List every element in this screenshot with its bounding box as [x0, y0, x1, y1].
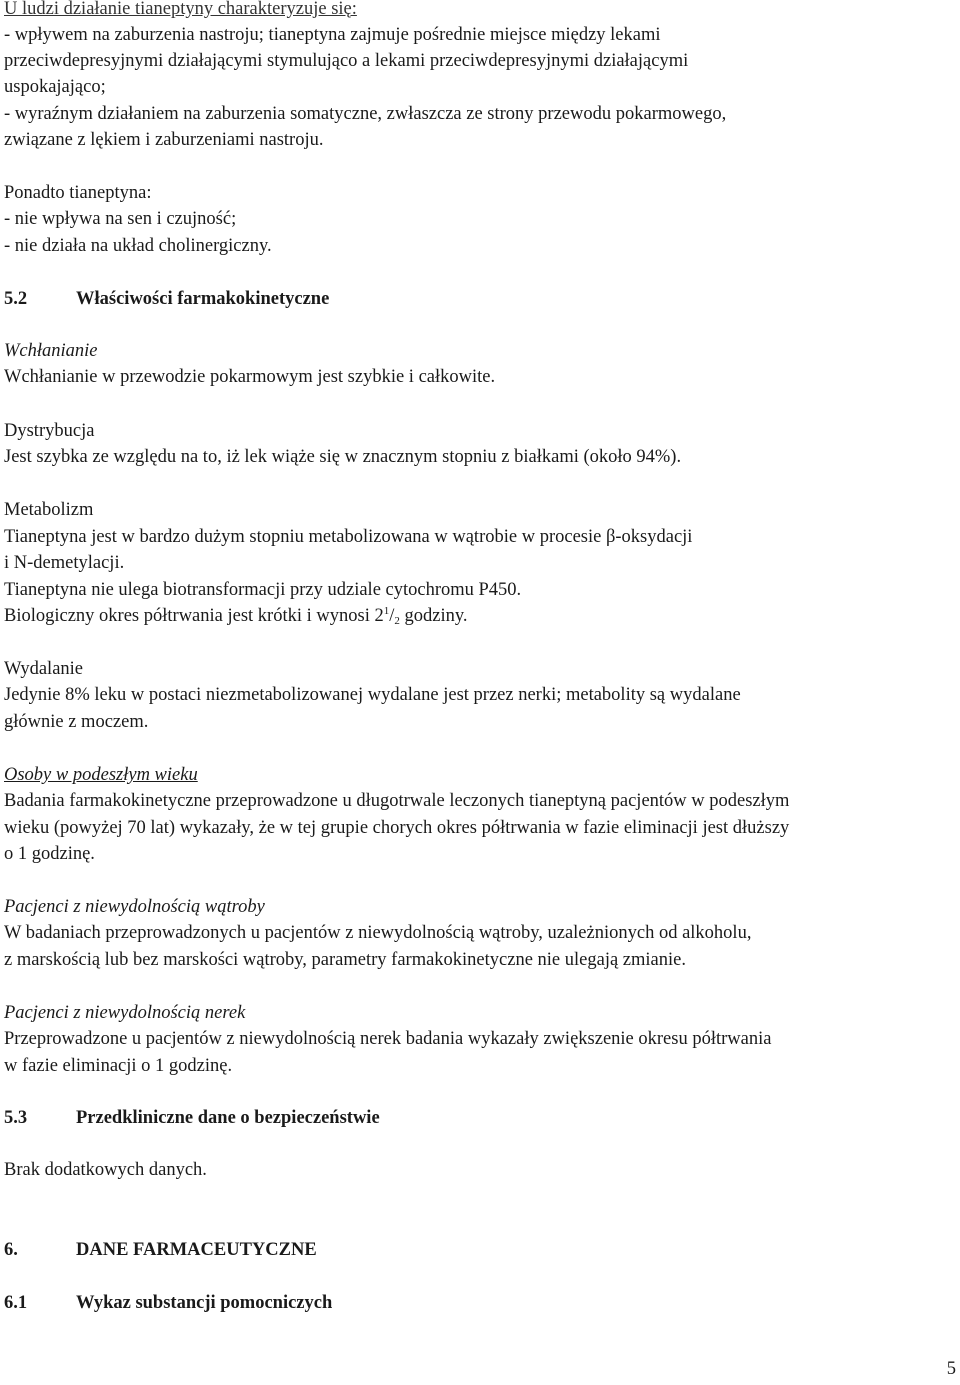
half-life-prefix: Biologiczny okres półtrwania jest krótki i wynosi 2 [4, 606, 384, 626]
half-life-fraction-slash: / [389, 606, 395, 626]
excretion-line-1: Jedynie 8% leku w postaci niezmetabolizowanej wydalane jest przez nerki; metabolity są wydalane [4, 685, 741, 705]
section-6-1-title: Wykaz substancji pomocniczych [76, 1293, 333, 1313]
intro-line-4: - wyraźnym działaniem na zaburzenia somatyczne, zwłaszcza ze strony przewodu pokarmowego, [4, 104, 727, 124]
renal-line-1: Przeprowadzone u pacjentów z niewydolnością nerek badania wykazały zwiększenie okresu półtrwania [4, 1029, 772, 1049]
metabolism-heading: Metabolizm [4, 500, 94, 520]
metabolism-line-3: Tianeptyna nie ulega biotransformacji przy udziale cytochromu P450. [4, 580, 522, 600]
hepatic-line-2: z marskością lub bez marskości wątroby, parametry farmakokinetyczne nie ulegają zmianie. [4, 950, 686, 970]
half-life-fraction-denominator: 2 [394, 615, 400, 627]
intro-line-1: - wpływem na zaburzenia nastroju; tianeptyna zajmuje pośrednie miejsce między lekami [4, 25, 661, 45]
elderly-line-1: Badania farmakokinetyczne przeprowadzone u długotrwale leczonych tianeptyną pacjentów w podeszłym [4, 791, 790, 811]
absorption-text: Wchłanianie w przewodzie pokarmowym jest szybkie i całkowite. [4, 367, 496, 387]
section-6-1-number: 6.1 [4, 1293, 28, 1313]
intro-heading: U ludzi działanie tianeptyny charakteryzuje się: [4, 0, 357, 19]
excretion-line-2: głównie z moczem. [4, 712, 149, 732]
elderly-line-2: wieku (powyżej 70 lat) wykazały, że w tej grupie chorych okres półtrwania w fazie eliminacji jest dłuższy [4, 818, 790, 838]
intro-line-3: uspokajająco; [4, 77, 106, 97]
section-6-heading [4, 1237, 317, 1263]
half-life-suffix: godziny. [399, 606, 468, 626]
metabolism-line-1: Tianeptyna jest w bardzo dużym stopniu metabolizowana w wątrobie w procesie β-oksydacji [4, 527, 693, 547]
intro-line-5: związane z lękiem i zaburzeniami nastroju. [4, 130, 324, 150]
section-6-title: DANE FARMACEUTYCZNE [76, 1240, 317, 1260]
section-6-number: 6. [4, 1240, 18, 1260]
section-5-3-text: Brak dodatkowych danych. [4, 1160, 207, 1180]
section-5-3-heading [4, 1105, 380, 1131]
half-life-fraction-numerator: 1 [383, 605, 390, 617]
intro-line-2: przeciwdepresyjnymi działającymi stymulująco a lekami przeciwdepresyjnymi działającymi [4, 51, 689, 71]
renal-heading: Pacjenci z niewydolnością nerek [4, 1003, 246, 1023]
absorption-heading: Wchłanianie [4, 341, 98, 361]
elderly-line-3: o 1 godzinę. [4, 844, 95, 864]
elderly-heading: Osoby w podeszłym wieku [4, 765, 198, 785]
moreover-heading: Ponadto tianeptyna: [4, 183, 152, 203]
section-5-2-heading [4, 286, 329, 312]
hepatic-heading: Pacjenci z niewydolnością wątroby [4, 897, 265, 917]
hepatic-line-1: W badaniach przeprowadzonych u pacjentów z niewydolnością wątroby, uzależnionych od alkoholu, [4, 923, 752, 943]
metabolism-line-4 [4, 603, 468, 629]
distribution-text: Jest szybka ze względu na to, iż lek wiąże się w znacznym stopniu z białkami (około 94%). [4, 447, 682, 467]
page-number: 5 [946, 1359, 956, 1379]
section-5-2-number: 5.2 [4, 289, 28, 309]
distribution-heading: Dystrybucja [4, 421, 95, 441]
section-5-2-title: Właściwości farmakokinetyczne [76, 289, 330, 309]
excretion-heading: Wydalanie [4, 659, 84, 679]
moreover-line-2: - nie działa na układ cholinergiczny. [4, 236, 272, 256]
section-6-1-heading [4, 1290, 332, 1316]
section-5-3-title: Przedkliniczne dane o bezpieczeństwie [76, 1108, 380, 1128]
section-5-3-number: 5.3 [4, 1108, 28, 1128]
metabolism-line-2: i N-demetylacji. [4, 553, 125, 573]
renal-line-2: w fazie eliminacji o 1 godzinę. [4, 1056, 233, 1076]
moreover-line-1: - nie wpływa na sen i czujność; [4, 209, 237, 229]
